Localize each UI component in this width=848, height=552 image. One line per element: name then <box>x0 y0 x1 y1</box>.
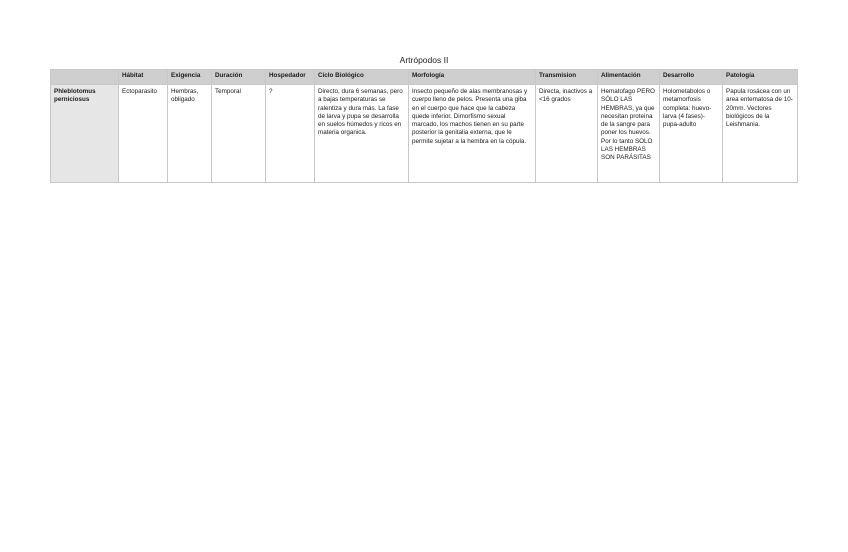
header-morfologia: Morfología <box>409 70 536 85</box>
exigencia-cell: Hembras, obligado <box>168 85 212 183</box>
header-transmision: Transmision <box>536 70 598 85</box>
row-name-cell: Phleblotomus perniciosus <box>51 85 119 183</box>
header-alimentacion: Alimentación <box>598 70 660 85</box>
alimentacion-cell: Hematofago PERO SÓLO LAS HEMBRAS, ya que necesitan proteina de la sangre para poner los huevos. Por lo tanto SOLO LAS HEMBRAS SON PARÁSITAS <box>598 85 660 183</box>
header-desarrollo: Desarrollo <box>660 70 723 85</box>
duracion-cell: Temporal <box>212 85 266 183</box>
header-hospedador: Hospedador <box>266 70 315 85</box>
header-habitat: Hábitat <box>119 70 168 85</box>
header-exigencia: Exigencia <box>168 70 212 85</box>
patologia-cell: Papula rosácea con un area entematosa de 10-20mm. Vectores biológicos de la Leishmania. <box>723 85 798 183</box>
morfologia-cell: Insecto pequeño de alas membranosas y cuerpo lleno de pelos. Presenta una giba en el cuerpo que hace que la cabeza quede inferior. Dimorfismo sexual marcado, los machos tienen en su parte posterior la genitalia externa, que le permite sujetar a la hembra en la cópula. <box>409 85 536 183</box>
header-cell-corner <box>51 70 119 85</box>
transmision-cell: Directa, inactivos a <16 grados <box>536 85 598 183</box>
header-row <box>51 70 798 85</box>
desarrollo-cell: Holometabolos o metamorfosis completa: huevo-larva (4 fases)-pupa-adulto <box>660 85 723 183</box>
table-row <box>51 85 798 183</box>
header-patologia: Patología <box>723 70 798 85</box>
header-ciclo-biologico: Ciclo Biológico <box>315 70 409 85</box>
ciclo-biologico-cell: Directo, dura 6 semanas, pero a bajas temperaturas se ralentiza y dura más. La fase de larva y pupa se desarrolla en suelos húmedos y ricos en materia organica. <box>315 85 409 183</box>
document-title: Artrópodos II <box>399 55 449 65</box>
header-duracion: Duración <box>212 70 266 85</box>
artropodos-table <box>50 69 798 183</box>
hospedador-cell: ? <box>266 85 315 183</box>
habitat-cell: Ectoparasito <box>119 85 168 183</box>
